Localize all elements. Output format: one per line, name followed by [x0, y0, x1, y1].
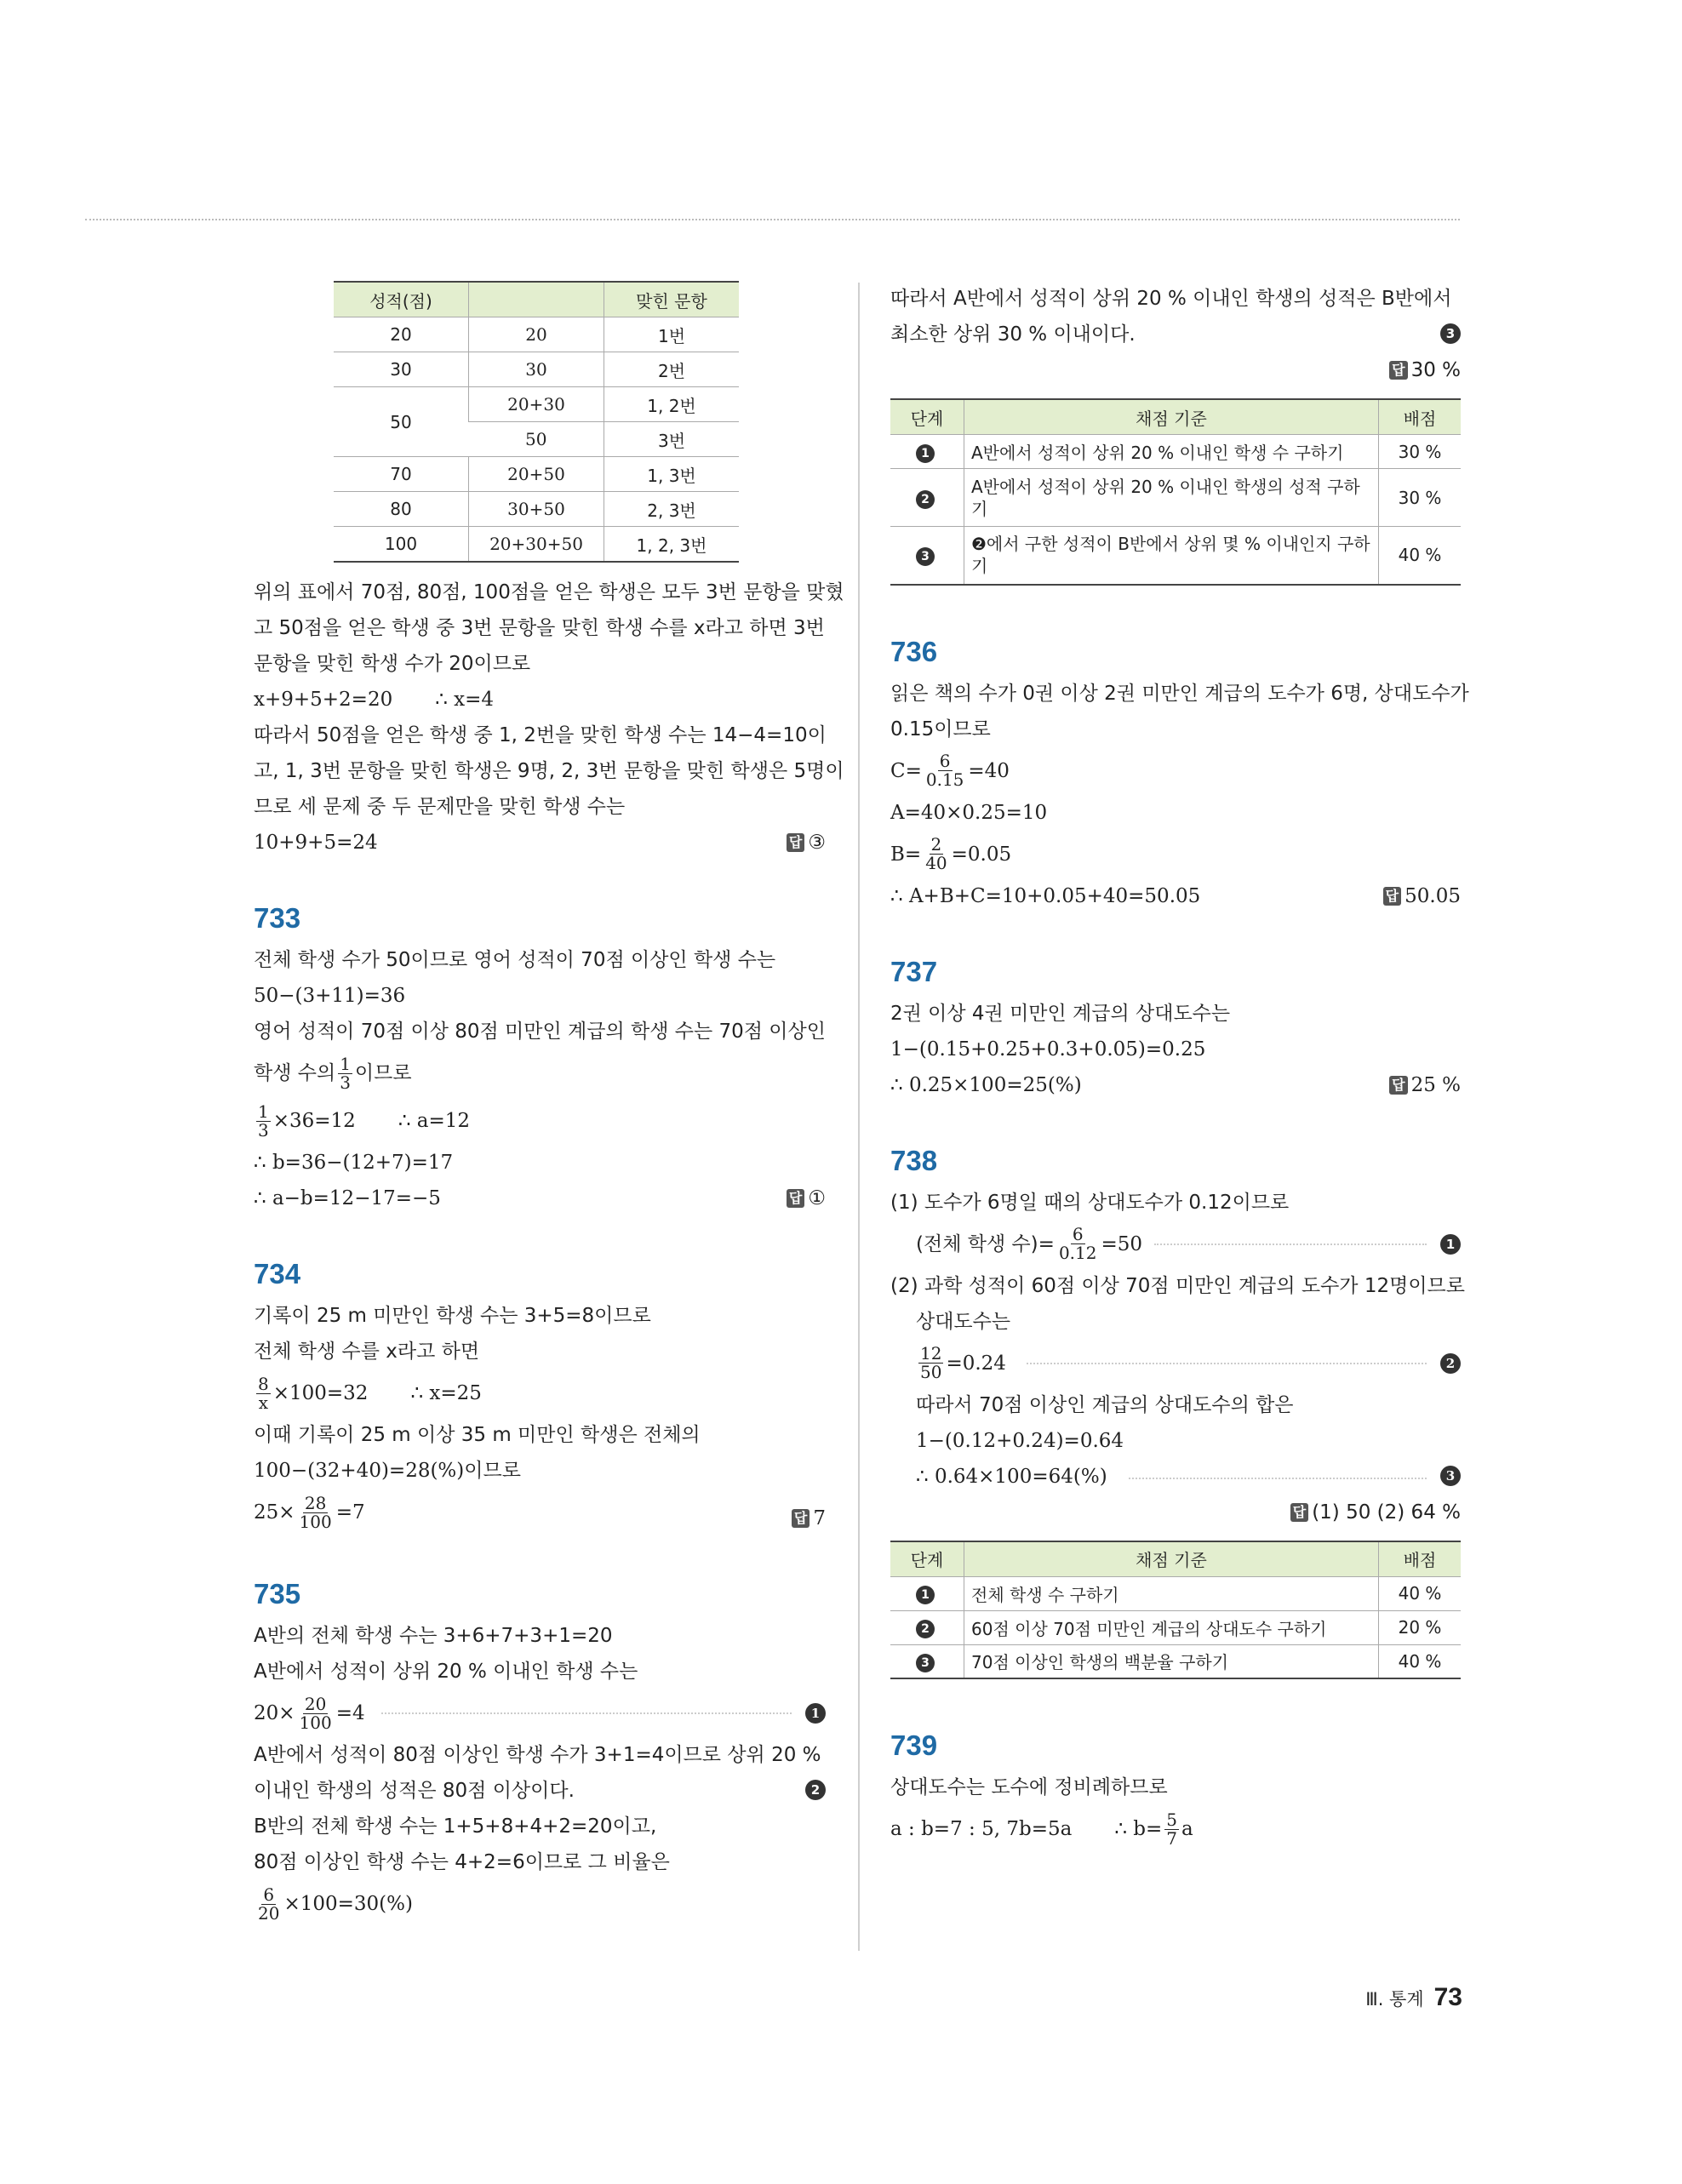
text: (전체 학생 수)= — [916, 1232, 1055, 1255]
table-cell: 1, 2번 — [604, 387, 740, 422]
text-line: 문항을 맞힌 학생 수가 20이므로 — [254, 653, 531, 675]
equation: ×100=32 — [272, 1382, 369, 1404]
problem-number: 739 — [890, 1729, 938, 1761]
equation: ×100=30(%) — [283, 1893, 413, 1915]
numerator: 6 — [263, 1884, 275, 1905]
equation: a : b=7 : 5, 7b=5a — [890, 1818, 1073, 1840]
answer — [787, 825, 826, 860]
table-cell: 70 — [334, 457, 469, 492]
equation-line — [890, 878, 1461, 914]
table-header-cell: 성적(점) — [334, 282, 469, 317]
equation-line: 1−(0.15+0.25+0.3+0.05)=0.25 — [890, 1038, 1206, 1061]
equation-line: ∴ b=36−(12+7)=17 — [254, 1152, 454, 1174]
text-line: 고, 1, 3번 문항을 맞힌 학생은 9명, 2, 3번 문항을 맞힌 학생은 5명이 — [254, 760, 844, 782]
denominator: x — [258, 1392, 268, 1413]
fraction — [1057, 1226, 1099, 1262]
table-cell — [890, 1644, 964, 1678]
table-cell: 20 — [334, 317, 469, 352]
table-cell: 2번 — [604, 352, 740, 387]
equation: =0.24 — [946, 1352, 1006, 1375]
numerator: 12 — [920, 1343, 942, 1364]
page-footer — [1365, 1983, 1462, 2012]
step-marker: 3 — [1440, 323, 1461, 344]
text-line: 따라서 A반에서 성적이 상위 20 % 이내인 학생의 성적은 B반에서 — [890, 288, 1452, 310]
text-line: 고 50점을 얻은 학생 중 3번 문항을 맞힌 학생 수를 x라고 하면 3번 — [254, 617, 825, 639]
equation-line — [254, 1097, 826, 1145]
equation: ∴ a−b=12−17=−5 — [254, 1187, 441, 1209]
step-marker: 3 — [916, 1654, 935, 1672]
table-cell: 20 % — [1379, 1610, 1462, 1644]
solution-737 — [890, 953, 1461, 1103]
step-marker: 2 — [805, 1780, 826, 1800]
numerator: 6 — [1072, 1224, 1084, 1244]
equation-line — [254, 825, 826, 860]
equation-line — [890, 747, 1461, 795]
score-table — [334, 281, 739, 563]
step-marker: 3 — [916, 547, 935, 566]
table-header-cell: 단계 — [890, 1541, 964, 1577]
step-marker: 1 — [805, 1703, 826, 1724]
answer — [1383, 878, 1461, 914]
equation-line — [254, 1489, 826, 1536]
answer-value: (1) 50 (2) 64 % — [1312, 1501, 1461, 1524]
table-row — [890, 469, 1461, 527]
denominator: 3 — [340, 1072, 351, 1093]
text-line — [254, 1049, 826, 1097]
answer-badge: 답 — [787, 833, 804, 852]
fraction — [256, 1103, 271, 1140]
table-cell: 20+30 — [469, 387, 604, 422]
equation-line — [890, 1221, 1461, 1268]
table-cell: 30 — [334, 352, 469, 387]
fraction — [338, 1055, 352, 1092]
table-cell — [890, 527, 964, 585]
equation-line — [890, 1459, 1461, 1495]
denominator: 100 — [299, 1511, 332, 1532]
text-line: A반의 전체 학생 수는 3+6+7+3+1=20 — [254, 1625, 613, 1647]
table-header-cell — [469, 282, 604, 317]
table-header-row — [890, 399, 1461, 435]
text: 최소한 상위 30 % 이내이다. — [890, 323, 1136, 346]
equation: ∴ b= — [1114, 1818, 1163, 1840]
equation-line — [254, 1689, 826, 1737]
table-cell: 20+30+50 — [469, 527, 604, 563]
rubric-table-738 — [890, 1541, 1461, 1680]
text-line: 읽은 책의 수가 0권 이상 2권 미만인 계급의 도수가 6명, 상대도수가 — [890, 682, 1469, 705]
equation-line: 100−(32+40)=28(%)이므로 — [254, 1460, 521, 1482]
table-cell: 1, 2, 3번 — [604, 527, 740, 563]
table-cell: 60점 이상 70점 미만인 계급의 상대도수 구하기 — [964, 1610, 1379, 1644]
leader-dots — [1129, 1478, 1427, 1479]
equation: ∴ A+B+C=10+0.05+40=50.05 — [890, 884, 1201, 907]
table-header-cell: 맞힌 문항 — [604, 282, 740, 317]
text: 이므로 — [354, 1062, 412, 1084]
column-divider — [858, 283, 860, 1951]
equation: ×36=12 — [272, 1110, 356, 1132]
answer — [1389, 1067, 1461, 1103]
table-row — [890, 435, 1461, 469]
solution-734 — [254, 1255, 826, 1536]
problem-number: 735 — [254, 1578, 301, 1609]
table-row — [334, 317, 739, 352]
leader-dots — [1027, 1363, 1427, 1364]
solution-739 — [890, 1727, 1461, 1853]
table-cell: 3번 — [604, 422, 740, 457]
answer-badge: 답 — [1290, 1503, 1308, 1522]
table-cell: 30 — [469, 352, 604, 387]
step-marker: 2 — [916, 1620, 935, 1638]
equation: ∴ x=25 — [410, 1382, 482, 1404]
solution-732 — [254, 575, 844, 860]
numerator: 6 — [939, 751, 951, 771]
text-line: 80점 이상인 학생 수는 4+2=6이므로 그 비율은 — [254, 1851, 670, 1873]
answer-value: 7 — [813, 1507, 826, 1529]
table-cell: ❷에서 구한 성적이 B반에서 상위 몇 % 이내인지 구하기 — [964, 527, 1379, 585]
table-header-cell: 채점 기준 — [964, 1541, 1379, 1577]
denominator: 0.12 — [1058, 1243, 1097, 1263]
denominator: 0.15 — [925, 769, 964, 790]
table-header-cell: 단계 — [890, 399, 964, 435]
fraction — [298, 1492, 334, 1532]
leader-dots — [381, 1712, 792, 1714]
problem-number: 738 — [890, 1144, 938, 1176]
step-marker: 1 — [916, 1586, 935, 1604]
table-header-cell: 채점 기준 — [964, 399, 1379, 435]
numerator: 28 — [304, 1492, 327, 1513]
problem-number: 734 — [254, 1258, 301, 1289]
solution-736 — [890, 633, 1469, 914]
numerator: 20 — [304, 1693, 327, 1714]
table-cell: 2, 3번 — [604, 492, 740, 527]
equation: =4 — [335, 1702, 365, 1724]
equation-line — [254, 1181, 826, 1216]
fraction — [924, 836, 948, 872]
text-line: (2) 과학 성적이 60점 이상 70점 미만인 계급의 도수가 12명이므로 — [890, 1274, 1465, 1297]
equation-line — [254, 682, 826, 718]
table-row — [890, 527, 1461, 585]
equation: =0.05 — [951, 843, 1012, 866]
table-row — [890, 1576, 1461, 1610]
answer-line — [890, 1495, 1461, 1530]
table-cell: 100 — [334, 527, 469, 563]
equation: 25× — [254, 1501, 295, 1524]
step-marker: 2 — [916, 490, 935, 509]
answer-value: 25 % — [1410, 1073, 1461, 1096]
table-cell: 전체 학생 수 구하기 — [964, 1576, 1379, 1610]
text-line: 므로 세 문제 중 두 문제만을 맞힌 학생 수는 — [254, 796, 626, 818]
problem-number: 736 — [890, 635, 938, 667]
answer-value: 50.05 — [1405, 884, 1461, 907]
table-cell — [890, 1576, 964, 1610]
answer — [1389, 352, 1461, 388]
fraction — [1164, 1811, 1179, 1848]
fraction — [924, 752, 966, 789]
solution-735 — [254, 1575, 826, 1928]
equation-line — [254, 1369, 826, 1417]
equation: C= — [890, 759, 922, 782]
answer — [787, 1181, 826, 1216]
step-marker: 3 — [1440, 1466, 1461, 1486]
text-line: 전체 학생 수가 50이므로 영어 성적이 70점 이상인 학생 수는 — [254, 949, 776, 971]
text-line: A반에서 성적이 80점 이상인 학생 수가 3+1=4이므로 상위 20 % — [254, 1744, 821, 1766]
equation: a — [1181, 1818, 1193, 1840]
text-line: (1) 도수가 6명일 때의 상대도수가 0.12이므로 — [890, 1191, 1290, 1214]
step-marker: 1 — [916, 444, 935, 463]
table-cell — [890, 469, 964, 527]
table-cell: 40 % — [1379, 1644, 1462, 1678]
step-marker: 1 — [1440, 1234, 1461, 1255]
table-cell: 30 % — [1379, 469, 1462, 527]
numerator: 8 — [258, 1373, 269, 1394]
answer-badge: 답 — [1389, 361, 1407, 380]
table-cell: 20+50 — [469, 457, 604, 492]
text: 학생 수의 — [254, 1062, 336, 1084]
equation-line — [890, 1340, 1461, 1387]
text-line — [890, 317, 1461, 352]
equation-line: A=40×0.25=10 — [890, 801, 1048, 824]
equation: B= — [890, 843, 922, 866]
equation: =7 — [335, 1501, 365, 1524]
text-line: 기록이 25 m 미만인 학생 수는 3+5=8이므로 — [254, 1305, 651, 1327]
leader-dots — [1154, 1244, 1427, 1245]
table-cell: 70점 이상인 학생의 백분율 구하기 — [964, 1644, 1379, 1678]
answer-value: 30 % — [1410, 359, 1461, 381]
table-row — [890, 1644, 1461, 1678]
section-label: Ⅲ. 통계 — [1365, 1989, 1424, 2010]
equation: x+9+5+2=20 — [254, 689, 393, 711]
text-line — [254, 1773, 826, 1809]
text-line: 0.15이므로 — [890, 718, 991, 740]
left-column — [254, 281, 844, 1928]
table-row — [890, 1610, 1461, 1644]
table-row — [334, 457, 739, 492]
text-line: 상대도수는 도수에 정비례하므로 — [890, 1776, 1168, 1798]
fraction — [918, 1345, 943, 1381]
rubric-table-735 — [890, 398, 1461, 586]
table-cell: 40 % — [1379, 1576, 1462, 1610]
answer-badge: 답 — [1383, 887, 1401, 906]
denominator: 50 — [920, 1362, 942, 1382]
answer-value: ③ — [808, 832, 826, 854]
answer-value: ① — [808, 1187, 826, 1209]
problem-number: 733 — [254, 902, 301, 934]
text-line: A반에서 성적이 상위 20 % 이내인 학생 수는 — [254, 1661, 638, 1683]
table-row — [334, 492, 739, 527]
answer-badge: 답 — [792, 1509, 810, 1528]
text: 이내인 학생의 성적은 80점 이상이다. — [254, 1780, 575, 1802]
top-dotted-rule — [85, 219, 1460, 220]
equation: 10+9+5=24 — [254, 832, 378, 854]
text-line: 따라서 70점 이상인 계급의 상대도수의 합은 — [916, 1393, 1294, 1416]
table-cell: 30 % — [1379, 435, 1462, 469]
table-cell: 40 % — [1379, 527, 1462, 585]
equation: 20× — [254, 1702, 295, 1724]
table-cell: 50 — [334, 387, 469, 457]
table-cell: 20 — [469, 317, 604, 352]
table-cell — [890, 1610, 964, 1644]
answer — [792, 1501, 826, 1536]
fraction — [256, 1886, 281, 1923]
equation: ∴ a=12 — [398, 1110, 471, 1132]
table-row — [334, 387, 739, 422]
text-line: 전체 학생 수를 x라고 하면 — [254, 1341, 480, 1363]
fraction — [298, 1695, 334, 1732]
denominator: 7 — [1166, 1827, 1177, 1849]
table-cell: A반에서 성적이 상위 20 % 이내인 학생의 성적 구하기 — [964, 469, 1379, 527]
denominator: 3 — [258, 1119, 269, 1141]
equation-line — [890, 1805, 1461, 1853]
table-cell: 1, 3번 — [604, 457, 740, 492]
text-line: 위의 표에서 70점, 80점, 100점을 얻은 학생은 모두 3번 문항을 맞혔 — [254, 581, 844, 603]
table-header-cell: 배점 — [1379, 399, 1462, 435]
answer-badge: 답 — [1389, 1076, 1407, 1095]
table-cell: 50 — [469, 422, 604, 457]
table-row — [334, 352, 739, 387]
page-number: 73 — [1433, 1983, 1462, 2011]
table-cell: 80 — [334, 492, 469, 527]
table-row — [334, 527, 739, 563]
table-header-row — [890, 1541, 1461, 1577]
denominator: 20 — [258, 1902, 280, 1924]
table-header-cell: 배점 — [1379, 1541, 1462, 1577]
problem-number: 737 — [890, 955, 938, 987]
text-line: 2권 이상 4권 미만인 계급의 상대도수는 — [890, 1002, 1231, 1025]
equation-line: 50−(3+11)=36 — [254, 985, 406, 1007]
equation-line — [890, 831, 1461, 878]
denominator: 100 — [299, 1712, 332, 1733]
equation: =40 — [968, 759, 1010, 782]
solution-738 — [890, 1142, 1465, 1530]
solution-733 — [254, 900, 826, 1216]
table-cell: 30+50 — [469, 492, 604, 527]
step-marker: 2 — [1440, 1353, 1461, 1374]
equation: =50 — [1101, 1232, 1143, 1255]
text-line: 영어 성적이 70점 이상 80점 미만인 계급의 학생 수는 70점 이상인 — [254, 1021, 826, 1043]
table-cell — [890, 435, 964, 469]
equation-line — [254, 1880, 826, 1928]
numerator: 5 — [1166, 1809, 1177, 1830]
numerator: 1 — [340, 1053, 351, 1074]
answer-line — [890, 352, 1461, 388]
answer-badge: 답 — [787, 1189, 804, 1208]
numerator: 2 — [930, 834, 942, 855]
text-line: B반의 전체 학생 수는 1+5+8+4+2=20이고, — [254, 1815, 657, 1838]
right-column — [890, 281, 1469, 1853]
table-cell: A반에서 성적이 상위 20 % 이내인 학생 수 구하기 — [964, 435, 1379, 469]
text-line: 상대도수는 — [916, 1310, 1011, 1333]
denominator: 40 — [925, 853, 947, 873]
equation-line: 1−(0.12+0.24)=0.64 — [916, 1429, 1124, 1452]
answer — [1290, 1495, 1461, 1530]
equation: ∴ x=4 — [435, 689, 495, 711]
equation: ∴ 0.64×100=64(%) — [916, 1465, 1107, 1488]
text-line: 이때 기록이 25 m 이상 35 m 미만인 학생은 전체의 — [254, 1424, 701, 1446]
table-header-row — [334, 282, 739, 317]
table-cell: 1번 — [604, 317, 740, 352]
equation-line — [890, 1067, 1461, 1103]
numerator: 1 — [258, 1101, 269, 1122]
text-line: 따라서 50점을 얻은 학생 중 1, 2번을 맞힌 학생 수는 14−4=10이 — [254, 724, 827, 746]
fraction — [256, 1375, 271, 1412]
equation: ∴ 0.25×100=25(%) — [890, 1073, 1082, 1096]
